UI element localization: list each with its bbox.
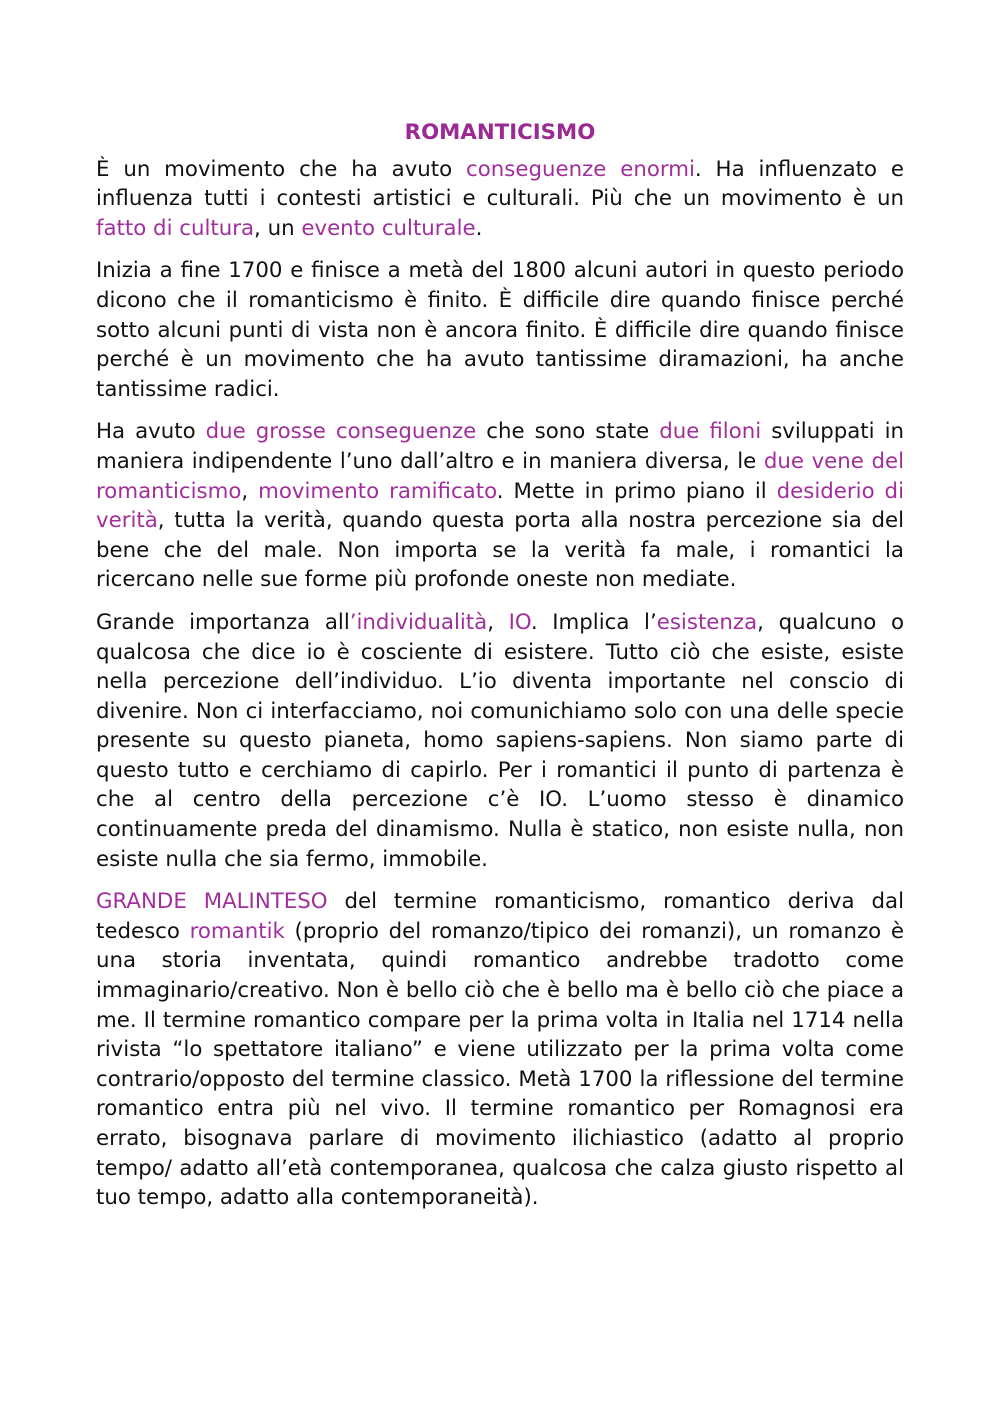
paragraph-text: Ha avuto — [96, 419, 206, 445]
document-page — [96, 118, 904, 1226]
highlighted-term: movimento ramificato — [258, 478, 497, 504]
paragraph-text: Inizia a fine 1700 e finisce a metà del 1800 alcuni autori in questo periodo dicono che il romanticismo è finito. È difficile dire quando finisce perché sotto alcuni punti di vista non è ancora finito. È difficile dire quando finisce perché è un movimento che ha avuto tantissime diramazioni, ha anche tantissime radici. — [96, 258, 904, 402]
paragraph-text: . Mette in primo piano il — [496, 478, 777, 504]
paragraph-text: Grande importanza all — [96, 609, 350, 635]
highlighted-term: ’individualità — [349, 609, 488, 635]
highlighted-term: evento culturale — [301, 215, 476, 241]
paragraph-text: (proprio del romanzo/tipico dei romanzi), un romanzo è una storia inventata, quindi romantico andrebbe tradotto come immaginario/creativo. Non è bello ciò che è bello ma è bello ciò che piace a me. Il termine romantico compare per la prima volta in Italia nel 1714 nella rivista “lo spettatore italiano” e viene utilizzato per la prima volta come contrario/opposto del termine classico. Metà 1700 la riflessione del termine romantico entra più nel vivo. Il termine romantico per Romagnosi era errato, bisognava parlare di movimento ilichiastico (adatto al proprio tempo/ adatto all’età contemporanea, qualcosa che calza giusto rispetto al tuo tempo, adatto alla contemporaneità). — [96, 918, 904, 1211]
highlighted-term: esistenza — [656, 609, 758, 635]
highlighted-term: IO — [508, 609, 531, 635]
paragraph-5 — [96, 887, 904, 1213]
paragraph-text: che sono state — [476, 419, 660, 445]
paragraph-text: sviluppati in maniera indipendente l’uno dall’altro e in maniera diversa, le — [96, 419, 905, 474]
highlighted-term: due vene del romanticismo — [96, 448, 904, 504]
paragraph-text: . — [475, 215, 483, 241]
paragraph-2 — [96, 256, 904, 404]
paragraph-text: . Implica l’ — [530, 609, 657, 635]
paragraph-text: del termine romanticismo, romantico deriva dal tedesco — [96, 889, 904, 944]
document-body — [96, 155, 904, 1213]
highlighted-term: conseguenze enormi — [466, 156, 695, 182]
highlighted-term: due filoni — [659, 419, 762, 445]
paragraph-4 — [96, 608, 904, 874]
highlighted-term: romantik — [189, 918, 285, 944]
highlighted-term: desiderio di verità — [96, 478, 904, 534]
paragraph-1 — [96, 155, 904, 244]
paragraph-text: , un — [254, 215, 302, 241]
paragraph-3 — [96, 417, 904, 595]
paragraph-text: , qualcuno o qualcosa che dice io è cosciente di esistere. Tutto ciò che esiste, esiste nella percezione dell’individuo. L’io diventa importante nel conscio di divenire. Non ci interfacciamo, noi comunichiamo solo con una delle specie presente su questo pianeta, homo sapiens-sapiens. Non siamo parte di questo tutto e cerchiamo di capirlo. Per i romantici il punto di partenza è che al centro della percezione c’è IO. L’uomo stesso è dinamico continuamente preda del dinamismo. Nulla è statico, non esiste nulla, non esiste nulla che sia fermo, immobile. — [96, 609, 904, 872]
highlighted-term: due grosse conseguenze — [205, 419, 477, 445]
highlighted-term: fatto di cultura — [96, 215, 255, 241]
paragraph-text: . Ha influenzato e influenza tutti i contesti artistici e culturali. Più che un movimento è un — [96, 156, 904, 212]
highlighted-term: GRANDE MALINTESO — [96, 889, 328, 915]
paragraph-text: , tutta la verità, quando questa porta alla nostra percezione sia del bene che del male. Non importa se la verità fa male, i romantici la ricercano nelle sue forme più profonde oneste non mediate. — [96, 508, 904, 593]
page-title: ROMANTICISMO — [404, 120, 596, 145]
paragraph-text: È un movimento che ha avuto — [96, 156, 467, 182]
paragraph-text: , — [487, 609, 509, 635]
paragraph-text: , — [241, 478, 259, 504]
